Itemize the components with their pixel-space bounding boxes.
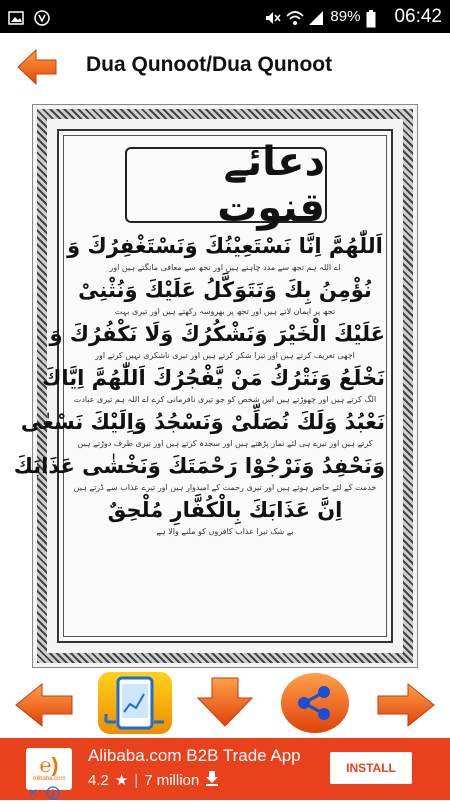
close-icon[interactable]: ✕ xyxy=(28,786,39,800)
next-button[interactable] xyxy=(376,682,436,728)
share-icon xyxy=(280,672,350,734)
dua-arabic-line: اَللّٰھُمَّ اِنَّا نَسْتَعِیْنُكَ وَنَسْتَغْفِرُكَ وَ xyxy=(67,234,383,258)
dua-translation-line: کرتے ہیں اور تیرے ہی لئے نماز پڑھتے ہیں اور سجدہ کرتے ہیں اور تیری طرف دوڑتے ہیں xyxy=(77,439,373,448)
install-button[interactable]: INSTALL xyxy=(330,752,412,784)
dua-arabic-line: نَعْبُدُ وَلَكَ نُصَلِّیْ وَنَسْجُدُ وَاِلَیْكَ نَسْعٰی xyxy=(20,410,385,434)
dua-translation-line: بے شک تیرا عذاب کافروں کو ملنے والا ہے xyxy=(156,527,294,536)
download-button[interactable] xyxy=(196,676,254,728)
ad-logo-text: Alibaba.com xyxy=(32,776,66,782)
arrow-left-icon xyxy=(14,682,74,728)
dua-translation-line: الگ کرتے ہیں اور چھوڑتے ہیں اس شخص کو جو تیری نافرمانی کرے اے اللہ ہم تیری عبادت xyxy=(73,395,377,404)
status-bar xyxy=(0,0,450,33)
dua-arabic-line: وَنَحْفِدُ وَنَرْجُوْا رَحْمَتَكَ وَنَخْشٰی عَذَابَكَ xyxy=(13,454,385,478)
mute-icon xyxy=(264,10,280,24)
bottom-toolbar xyxy=(0,668,450,738)
battery-percent: 89% xyxy=(330,8,361,25)
share-button[interactable] xyxy=(280,672,350,734)
dua-arabic-line: اِنَّ عَذَابَكَ بِالْكُفَّارِ مُلْحِقٌ xyxy=(107,498,343,522)
dua-page xyxy=(13,129,393,643)
ad-installs: 7 million xyxy=(144,771,200,789)
signal-icon xyxy=(308,10,324,24)
download-icon xyxy=(205,770,219,790)
dua-heading: دعائے قنوت xyxy=(217,139,325,231)
ad-banner[interactable] xyxy=(0,738,450,800)
wifi-icon xyxy=(286,10,302,24)
battery-icon xyxy=(366,10,382,24)
ad-rating: 4.2 xyxy=(88,771,109,789)
ad-info-icon[interactable] xyxy=(46,786,60,800)
dua-arabic-line: نُؤْمِنُ بِكَ وَنَتَوَكَّلُ عَلَیْكَ وَنُثْنِیْ xyxy=(78,278,372,302)
dua-translation-line: اچھی تعریف کرتے ہیں اور تیرا شکر کرتے ہیں اور تیری ناشکری نہیں کرتے اور xyxy=(95,351,355,360)
star-icon: ★ xyxy=(114,772,129,789)
dua-text xyxy=(13,231,385,539)
dua-image xyxy=(13,104,418,668)
dua-arabic-line: عَلَیْكَ الْخَیْرَ وَنَشْكُرُكَ وَلَا نَكْفُرُكَ وَ xyxy=(49,322,385,346)
image-icon xyxy=(8,10,24,24)
ad-title: Alibaba.com B2B Trade App xyxy=(88,746,301,765)
phone-resize-icon xyxy=(96,670,174,736)
ad-meta: 4.2 ★ | 7 million xyxy=(88,770,219,790)
page-title: Dua Qunoot/Dua Qunoot xyxy=(86,53,333,76)
alibaba-logo-icon: ℮) xyxy=(39,755,59,777)
dua-translation-line: اے اللہ ہم تجھ سے مدد چاہتے ہیں اور تجھ سے معافی مانگتے ہیں اور xyxy=(109,263,341,272)
dua-heading-box xyxy=(125,139,327,231)
arrow-right-icon xyxy=(376,682,436,728)
dua-translation-line: خدمت کے لئے حاضر ہوتے ہیں اور تیری رحمت کے امیدوار ہیں اور تیرے عذاب سے ڈرتے ہیں xyxy=(73,483,377,492)
arrow-left-icon xyxy=(16,47,58,87)
shield-icon xyxy=(34,10,50,24)
app-header xyxy=(0,33,450,101)
dua-translation-line: تجھ پر ایمان لاتے ہیں اور تجھ پر بھروسہ رکھتے ہیں اور تیری بہت xyxy=(114,307,336,316)
dua-arabic-line: نَخْلَعُ وَنَتْرُكُ مَنْ یَّفْجُرُكَ اَللّٰھُمَّ اِیَّاكَ xyxy=(42,366,385,390)
back-button[interactable] xyxy=(16,47,58,87)
previous-button[interactable] xyxy=(14,682,74,728)
clock: 06:42 xyxy=(394,5,442,27)
arrow-down-icon xyxy=(196,676,254,728)
alibaba-logo xyxy=(26,748,72,790)
screen-fit-button[interactable] xyxy=(96,670,174,736)
